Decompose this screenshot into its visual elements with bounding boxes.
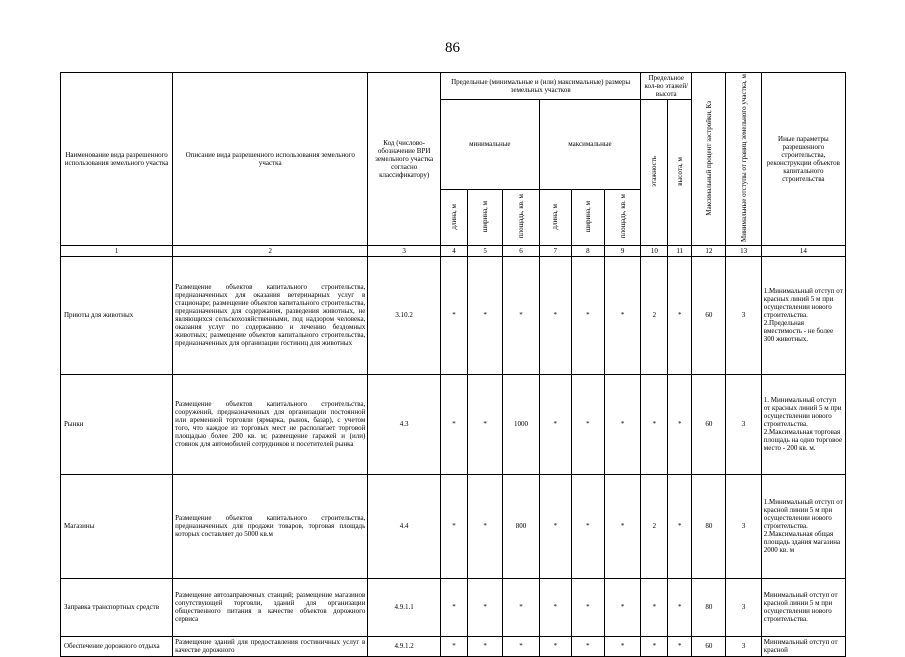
header-minimum: минимальные xyxy=(441,100,540,190)
row-height: * xyxy=(668,636,692,656)
row-min-area: * xyxy=(503,578,539,636)
column-number: 4 xyxy=(441,245,468,256)
header-storeys: этажность xyxy=(641,100,668,246)
row-min-width: * xyxy=(467,374,502,474)
header-maximum: максимальные xyxy=(539,100,641,190)
header-height: высота, м xyxy=(668,100,692,246)
column-number: 8 xyxy=(571,245,604,256)
row-min-length: * xyxy=(441,374,468,474)
row-setback: 3 xyxy=(726,636,761,656)
header-floors: Предельное кол-во этажей/ высота xyxy=(641,73,692,100)
row-min-width: * xyxy=(467,636,502,656)
row-height: * xyxy=(668,374,692,474)
column-number: 9 xyxy=(605,245,641,256)
table-row xyxy=(61,474,846,578)
row-min-length: * xyxy=(441,474,468,578)
row-height: * xyxy=(668,256,692,374)
row-min-width: * xyxy=(467,474,502,578)
column-number: 7 xyxy=(539,245,571,256)
header-limit-sizes: Предельные (минимальные и (или) максимальные) размеры земельных участков xyxy=(441,73,641,100)
row-max-width: * xyxy=(571,578,604,636)
row-other: 1.Минимальный отступ от красной линии 5 м при осуществлении нового строительства. 2.Максимальная общая площадь здания магазина 2000 кв. м xyxy=(761,474,845,578)
column-number-row xyxy=(61,245,846,256)
column-number: 13 xyxy=(726,245,761,256)
row-name: Магазины xyxy=(61,474,173,578)
row-max-area: * xyxy=(605,256,641,374)
column-number: 6 xyxy=(503,245,539,256)
row-name: Приюты для животных xyxy=(61,256,173,374)
row-setback: 3 xyxy=(726,256,761,374)
row-max-length: * xyxy=(539,636,571,656)
row-storeys: 2 xyxy=(641,474,668,578)
row-name: Обеспечение дорожного отдыха xyxy=(61,636,173,656)
row-min-area: * xyxy=(503,636,539,656)
column-number: 5 xyxy=(467,245,502,256)
table-row xyxy=(61,578,846,636)
row-max-length: * xyxy=(539,256,571,374)
row-setback: 3 xyxy=(726,474,761,578)
row-height: * xyxy=(668,578,692,636)
row-setback: 3 xyxy=(726,578,761,636)
header-other: Иные параметры разрешенного строительства, реконструкции объектов капитального строительства xyxy=(761,73,845,246)
row-height: * xyxy=(668,474,692,578)
row-description: Размещение автозаправочных станций; размещение магазинов сопутствующей торговли, зданий для организации общественного питания в качестве объектов дорожного сервиса xyxy=(173,578,368,636)
page-number: 86 xyxy=(445,40,460,56)
row-min-length: * xyxy=(441,256,468,374)
row-max-width: * xyxy=(571,474,604,578)
row-max-length: * xyxy=(539,474,571,578)
row-build-percent: 60 xyxy=(692,374,726,474)
column-number: 3 xyxy=(368,245,441,256)
table-row xyxy=(61,636,846,656)
row-min-length: * xyxy=(441,578,468,636)
column-number: 1 xyxy=(61,245,173,256)
row-storeys: * xyxy=(641,374,668,474)
row-description: Размещение объектов капитального строительства, сооружений, предназначенных для организации постоянной или временной торговли (ярмарка, рынок, базар), с учетом того, что каждое из торговых мест не располагает торговой площадью более 200 кв. м; размещение гаражей и (или) стоянок для автомобилей сотрудников и посетителей рынка xyxy=(173,374,368,474)
header-max-length: длина, м xyxy=(539,189,571,245)
land-use-table xyxy=(60,72,846,657)
row-setback: 3 xyxy=(726,374,761,474)
row-other: Минимальный отступ от красной линии 5 м при осуществлении нового строительства. xyxy=(761,578,845,636)
row-max-area: * xyxy=(605,636,641,656)
header-code: Код (числово-обозначение ВРИ земельного участка согласно классификатору) xyxy=(368,73,441,246)
row-min-area: 1000 xyxy=(503,374,539,474)
row-name: Рынки xyxy=(61,374,173,474)
row-min-width: * xyxy=(467,578,502,636)
header-build-percent: Максимальный процент застройки, Кз xyxy=(692,73,726,246)
row-code: 4.9.1.2 xyxy=(368,636,441,656)
row-code: 4.4 xyxy=(368,474,441,578)
row-storeys: * xyxy=(641,578,668,636)
row-max-length: * xyxy=(539,374,571,474)
row-other: Минимальный отступ от красной xyxy=(761,636,845,656)
row-build-percent: 60 xyxy=(692,256,726,374)
row-max-area: * xyxy=(605,374,641,474)
header-name: Наименование вида разрешенного использования земельного участка xyxy=(61,73,173,246)
header-min-area: площадь, кв. м xyxy=(503,189,539,245)
row-max-width: * xyxy=(571,256,604,374)
header-min-length: длина, м xyxy=(441,189,468,245)
row-name: Заправка транспортных средств xyxy=(61,578,173,636)
row-storeys: * xyxy=(641,636,668,656)
column-number: 14 xyxy=(761,245,845,256)
column-number: 10 xyxy=(641,245,668,256)
row-description: Размещение объектов капитального строительства, предназначенных для продажи товаров, торговая площадь которых составляет до 5000 кв.м xyxy=(173,474,368,578)
row-description: Размещение объектов капитального строительства, предназначенных для оказания ветеринарных услуг в стационаре; размещение объектов капитального строительства, предназначенных для содержания, разведения животных, не являющихся сельскохозяйственными, под надзором человека, оказания услуг по содержанию и лечению бездомных животных; размещение объектов капитального строительства, предназначенных для организации гостиниц для животных xyxy=(173,256,368,374)
header-description: Описание вида разрешенного использования земельного участка xyxy=(173,73,368,246)
table-row xyxy=(61,374,846,474)
row-other: 1. Минимальный отступ от красных линий 5 м при осуществлении нового строительства. 2.Максимальная торговая площадь на одно торговое место - 200 кв. м. xyxy=(761,374,845,474)
row-code: 4.3 xyxy=(368,374,441,474)
row-min-width: * xyxy=(467,256,502,374)
header-setback: Минимальные отступы от границ земельного участка, м xyxy=(726,73,761,246)
header-max-area: площадь, кв. м xyxy=(605,189,641,245)
row-build-percent: 60 xyxy=(692,636,726,656)
column-number: 2 xyxy=(173,245,368,256)
header-max-width: ширина, м xyxy=(571,189,604,245)
row-max-width: * xyxy=(571,374,604,474)
row-min-area: 800 xyxy=(503,474,539,578)
table-row xyxy=(61,256,846,374)
row-code: 3.10.2 xyxy=(368,256,441,374)
row-build-percent: 80 xyxy=(692,474,726,578)
row-max-width: * xyxy=(571,636,604,656)
row-min-length: * xyxy=(441,636,468,656)
column-number: 12 xyxy=(692,245,726,256)
row-description: Размещение зданий для предоставления гостиничных услуг в качестве дорожного xyxy=(173,636,368,656)
header-min-width: ширина, м xyxy=(467,189,502,245)
row-max-area: * xyxy=(605,578,641,636)
row-code: 4.9.1.1 xyxy=(368,578,441,636)
row-max-length: * xyxy=(539,578,571,636)
row-build-percent: 80 xyxy=(692,578,726,636)
row-other: 1.Минимальный отступ от красных линий 5 м при осуществлении нового строительства. 2.Предельная вместимость - не более 300 животных. xyxy=(761,256,845,374)
row-storeys: 2 xyxy=(641,256,668,374)
row-min-area: * xyxy=(503,256,539,374)
row-max-area: * xyxy=(605,474,641,578)
column-number: 11 xyxy=(668,245,692,256)
